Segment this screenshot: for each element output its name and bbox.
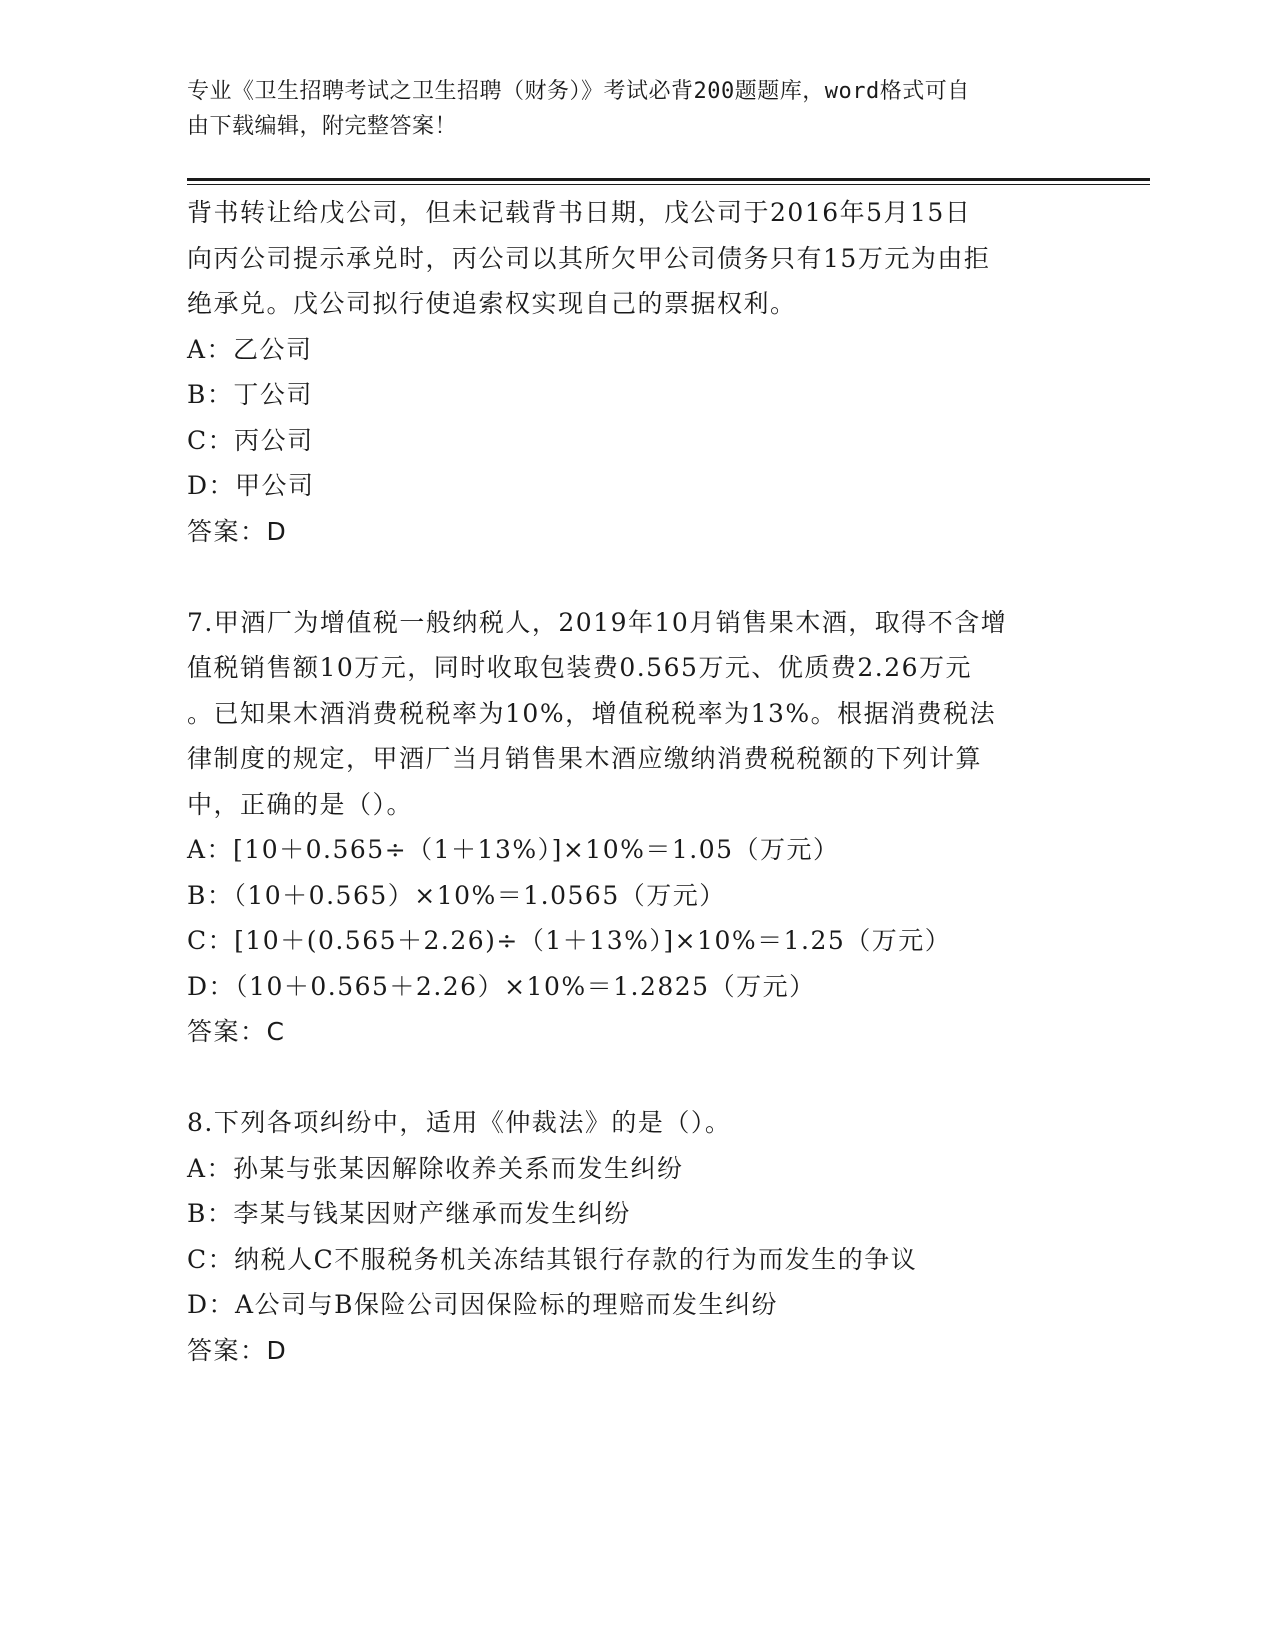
question-8-answer: 答案：D — [187, 1335, 288, 1365]
question-6-option-c: C：丙公司 — [187, 425, 314, 455]
spacer — [187, 1055, 1087, 1101]
question-7-option-a: A：[10＋0.565÷（1＋13%）]×10%＝1.05（万元） — [187, 835, 840, 864]
question-7-option-c: C：[10＋(0.565＋2.26)÷（1＋13%）]×10%＝1.25（万元） — [187, 926, 952, 955]
question-6-option-d: D：甲公司 — [187, 471, 315, 500]
question-6-text-2: 向丙公司提示承兑时，丙公司以其所欠甲公司债务只有15万元为由拒 — [187, 243, 991, 273]
question-8-option-a: A：孙某与张某因解除收养关系而发生纠纷 — [187, 1153, 684, 1183]
header-divider-thick — [187, 178, 1150, 181]
question-6-option-b: B：丁公司 — [187, 380, 313, 409]
question-7-text-4: 律制度的规定，甲酒厂当月销售果木酒应缴纳消费税税额的下列计算 — [187, 744, 983, 773]
question-6 — [187, 190, 1087, 554]
document-header — [187, 74, 1067, 144]
question-7-option-b: B：（10＋0.565）×10%＝1.0565（万元） — [187, 880, 726, 910]
header-line-2: 由下载编辑，附完整答案！ — [187, 114, 458, 139]
question-8 — [187, 1100, 1087, 1373]
question-7-option-d: D：（10＋0.565＋2.26）×10%＝1.2825（万元） — [187, 971, 816, 1001]
question-7-text-5: 中，正确的是（）。 — [187, 789, 414, 819]
question-7-text-1: 7.甲酒厂为增值税一般纳税人，2019年10月销售果木酒，取得不含增 — [187, 607, 1008, 637]
header-line-1: 专业《卫生招聘考试之卫生招聘（财务）》考试必背200题题库，word格式可自 — [187, 79, 970, 104]
question-8-option-d: D：A公司与B保险公司因保险标的理赔而发生纠纷 — [187, 1290, 778, 1319]
question-6-text-1: 背书转让给戊公司，但未记载背书日期，戊公司于2016年5月15日 — [187, 198, 972, 227]
question-6-answer: 答案：D — [187, 516, 288, 546]
spacer — [187, 554, 1087, 600]
question-8-option-b: B：李某与钱某因财产继承而发生纠纷 — [187, 1199, 631, 1228]
question-6-text-3: 绝承兑。戊公司拟行使追索权实现自己的票据权利。 — [187, 289, 797, 318]
document-body — [187, 190, 1087, 1373]
question-8-option-c: C：纳税人C不服税务机关冻结其银行存款的行为而发生的争议 — [187, 1244, 918, 1274]
question-7-answer: 答案：C — [187, 1017, 286, 1046]
header-divider-thin — [187, 184, 1150, 185]
question-7 — [187, 600, 1087, 1055]
question-6-option-a: A：乙公司 — [187, 334, 313, 364]
question-7-text-3: 。已知果木酒消费税税率为10%，增值税税率为13%。根据消费税法 — [187, 698, 997, 728]
question-7-text-2: 值税销售额10万元，同时收取包装费0.565万元、优质费2.26万元 — [187, 653, 973, 682]
question-8-text-1: 8.下列各项纠纷中，适用《仲裁法》的是（）。 — [187, 1108, 732, 1137]
